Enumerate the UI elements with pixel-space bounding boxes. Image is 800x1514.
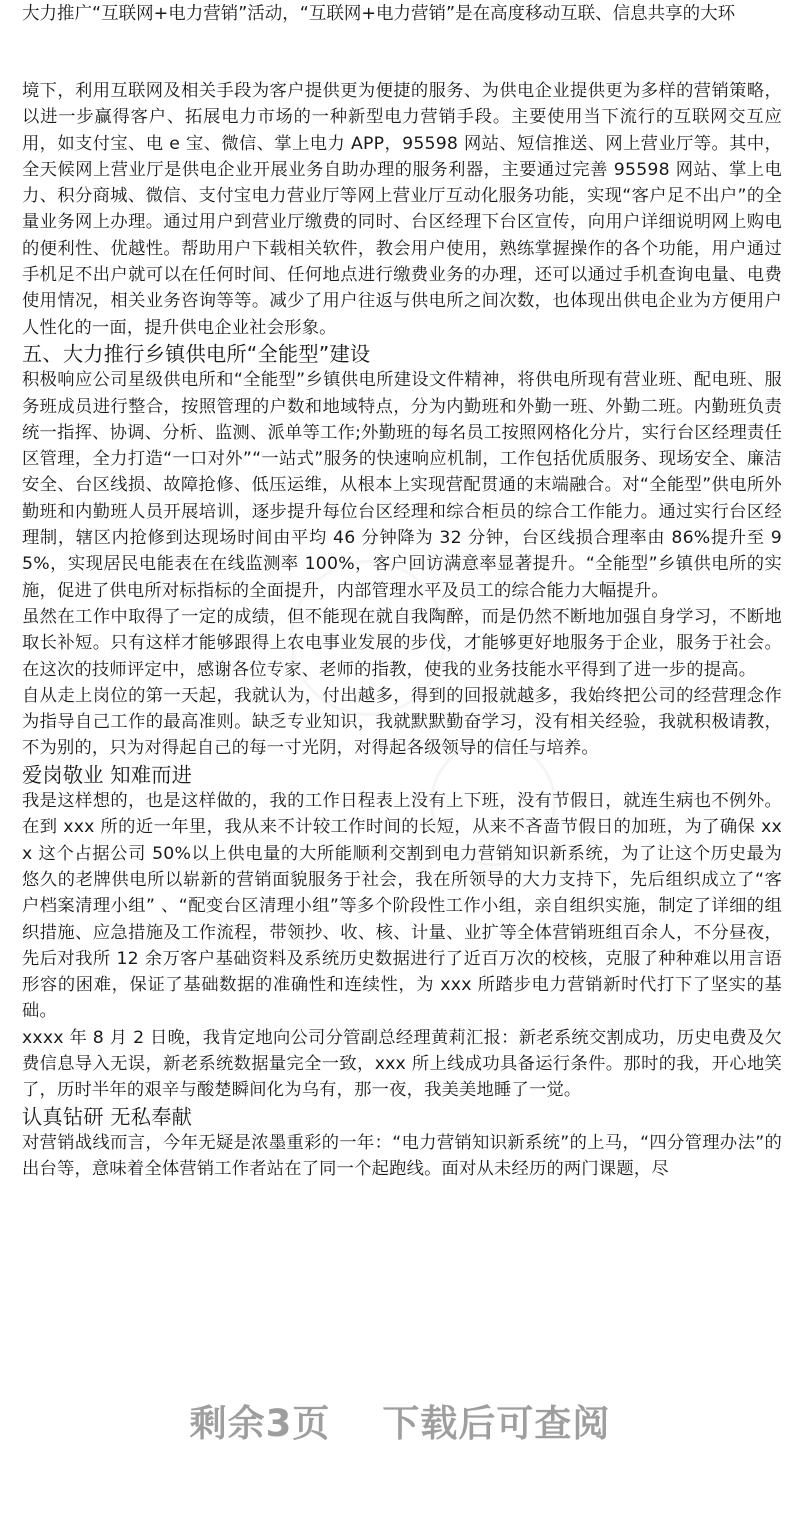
section-heading: 爱岗敬业 知难而进 (22, 762, 193, 787)
document-body (22, 78, 782, 1182)
top-text-line: 大力推广“互联网+电力营销”活动，“互联网+电力营销”是在高度移动互联、信息共享的大环 (22, 4, 736, 24)
paragraph: 积极响应公司星级供电所和“全能型”乡镇供电所建设文件精神，将供电所现有营业班、配电班、服务班成员进行整合，按照管理的户数和地域特点，分为内勤班和外勤一班、外勤二班。内勤班负责统一指挥、协调、分析、监测、派单等工作;外勤班的每名员工按照网格化分片，实行台区经理责任区管理，全力打造“一口对外”“一站式”服务的快速响应机制，工作包括优质服务、现场安全、廉洁安全、台区线损、故障抢修、低压运维，从根本上实现营配贯通的末端融合。对“全能型”供电所外勤班和内勤班人员开展培训，逐步提升每位台区经理和综合柜员的综合工作能力。通过实行台区经理制，辖区内抢修到达现场时间由平均 46 分钟降为 32 分钟，台区线损合理率由 86%提升至 95%，实现居民电能表在在线监测率 100%，客户回访满意率显著提升。“全能型”乡镇供电所的实施，促进了供电所对标指标的全面提升，内部管理水平及员工的综合能力大幅提升。 (22, 370, 782, 601)
download-prompt[interactable] (0, 1380, 800, 1460)
download-hint-label: 下载后可查阅 (382, 1402, 611, 1445)
remaining-pages-label: 剩余3页 (189, 1402, 331, 1445)
section-heading: 认真钻研 无私奉献 (22, 1104, 193, 1129)
section-heading: 五、大力推行乡镇供电所“全能型”建设 (22, 341, 371, 366)
paragraph: 对营销战线而言，今年无疑是浓墨重彩的一年：“电力营销知识新系统”的上马，“四分管理办法”的出台等，意味着全体营销工作者站在了同一个起跑线。面对从未经历的两门课题，尽 (22, 1132, 782, 1180)
paragraph: 我是这样想的，也是这样做的，我的工作日程表上没有上下班，没有节假日，就连生病也不例外。在到 xxx 所的近一年里，我从来不计较工作时间的长短，从来不吝啬节假日的加班，为了确保 xxx 这个占据公司 50%以上供电量的大所能顺利交割到电力营销知识新系统，为了让这个历史最为悠久的老牌供电所以崭新的营销面貌服务于社会，我在所领导的大力支持下，先后组织成立了“客户档案清理小组” 、“配变台区清理小组”等多个阶段性工作小组，亲自组织实施，制定了详细的组织措施、应急措施及工作流程，带领抄、收、核、计量、业扩等全体营销班组百余人，不分昼夜，先后对我所 12 余万客户基础资料及系统历史数据进行了近百万次的校核，克服了种种难以用言语形容的困难，保证了基础数据的准确性和连续性，为 xxx 所踏步电力营销新时代打下了坚实的基础。 (22, 791, 782, 1022)
paragraph: 境下，利用互联网及相关手段为客户提供更为便捷的服务、为供电企业提供更为多样的营销策略，以进一步赢得客户、拓展电力市场的一种新型电力营销手段。主要使用当下流行的互联网交互应用，如支付宝、电 e 宝、微信、掌上电力 APP，95598 网站、短信推送、网上营业厅等。其中，全天候网上营业厅是供电企业开展业务自助办理的服务利器，主要通过完善 95598 网站、掌上电力、积分商城、微信、支付宝电力营业厅等网上营业厅互动化服务功能，实现“客户足不出户”的全量业务网上办理。通过用户到营业厅缴费的同时、台区经理下台区宣传，向用户详细说明网上购电的便利性、优越性。帮助用户下载相关软件，教会用户使用，熟练掌握操作的各个功能，用户通过手机足不出户就可以在任何时间、任何地点进行缴费业务的办理，还可以通过手机查询电量、电费使用情况，相关业务咨询等等。减少了用户往返与供电所之间次数，也体现出供电企业为方便用户人性化的一面，提升供电企业社会形象。 (22, 81, 782, 338)
paragraph: 自从走上岗位的第一天起，我就认为，付出越多，得到的回报就越多，我始终把公司的经营理念作为指导自己工作的最高准则。缺乏专业知识，我就默默勤奋学习，没有相关经验，我就积极请教，不为别的，只为对得起自己的每一寸光阴，对得起各级领导的信任与培养。 (22, 685, 782, 759)
paragraph: 虽然在工作中取得了一定的成绩，但不能现在就自我陶醉，而是仍然不断地加强自身学习，不断地取长补短。只有这样才能够跟得上农电事业发展的步伐，才能够更好地服务于企业，服务于社会。在这次的技师评定中，感谢各位专家、老师的指教，使我的业务技能水平得到了进一步的提高。 (22, 606, 782, 680)
paragraph: xxxx 年 8 月 2 日晚，我肯定地向公司分管副总经理黄莉汇报：新老系统交割成功，历史电费及欠费信息导入无误，新老系统数据量完全一致，xxx 所上线成功具备运行条件。那时的我，开心地笑了，历时半年的艰辛与酸楚瞬间化为乌有，那一夜，我美美地睡了一觉。 (22, 1027, 782, 1101)
